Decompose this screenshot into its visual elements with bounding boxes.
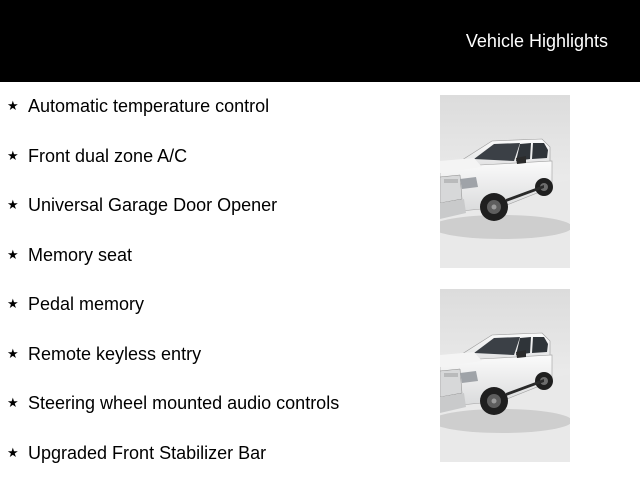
feature-label: Front dual zone A/C (28, 146, 188, 166)
star-icon: ★ (7, 247, 19, 262)
vehicle-photo[interactable] (440, 95, 570, 268)
feature-label: Upgraded Front Stabilizer Bar (28, 443, 267, 463)
header-title: Vehicle Highlights (465, 31, 608, 51)
feature-item (0, 443, 420, 473)
vehicle-photo[interactable] (440, 289, 570, 462)
feature-item (0, 245, 420, 275)
feature-label: Remote keyless entry (28, 344, 202, 364)
star-icon: ★ (7, 197, 19, 212)
feature-item (0, 294, 420, 324)
star-icon: ★ (7, 296, 19, 311)
pickup-truck-image (440, 289, 570, 462)
star-icon: ★ (7, 346, 19, 361)
feature-label: Automatic temperature control (28, 96, 270, 116)
star-icon: ★ (7, 395, 19, 410)
feature-label: Memory seat (28, 245, 133, 265)
feature-item (0, 344, 420, 374)
star-icon: ★ (7, 445, 19, 460)
feature-item (0, 96, 420, 126)
feature-label: Pedal memory (28, 294, 145, 314)
feature-item (0, 146, 420, 176)
feature-label: Steering wheel mounted audio controls (28, 393, 340, 413)
feature-item (0, 195, 420, 225)
pickup-truck-image (440, 95, 570, 268)
star-icon: ★ (7, 148, 19, 163)
star-icon: ★ (7, 98, 19, 113)
header-bar (0, 0, 640, 82)
feature-label: Universal Garage Door Opener (28, 195, 278, 215)
feature-item (0, 393, 420, 423)
